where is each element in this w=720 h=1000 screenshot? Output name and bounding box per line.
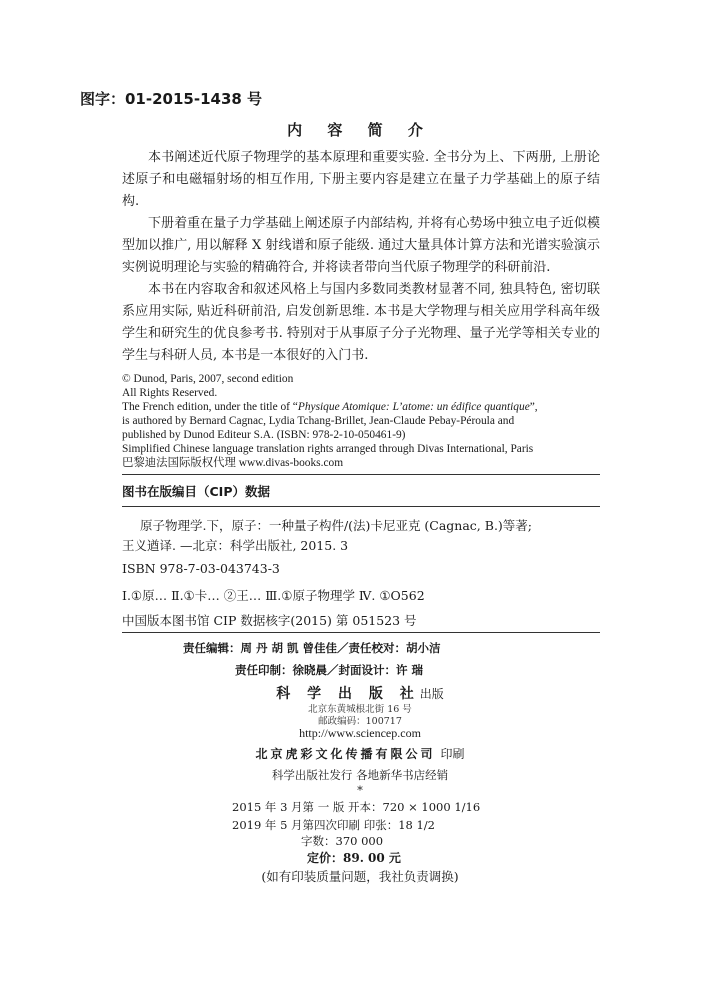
divider	[122, 474, 600, 475]
publisher-name: 科 学 出 版 社出版	[276, 686, 444, 702]
cip-classification: Ⅰ.①原… Ⅱ.①卡… ②王… Ⅲ.①原子物理学 Ⅳ. ①O562	[122, 588, 425, 603]
cip-heading: 图书在版编目（CIP）数据	[122, 484, 270, 499]
copyright-line: 巴黎迪法国际版权代理 www.divas-books.com	[122, 457, 344, 469]
summary-paragraph: 下册着重在量子力学基础上阐述原子内部结构, 并将有心势场中独立电子近似模型加以推广, 用以解释 X 射线谱和原子能级. 通过大量具体计算方法和光谱实验演示实例说明理论与实验的精确符合, 并将读者带向当代原子物理学的科研前沿.	[122, 216, 600, 275]
publisher-address: 北京东黄城根北街 16 号	[308, 704, 412, 715]
printer: 北京虎彩文化传播有限公司 印刷	[255, 747, 465, 761]
divider	[122, 506, 600, 507]
registration-number: 图字：01-2015-1438 号	[80, 90, 263, 108]
summary-paragraph: 本书阐述近代原子物理学的基本原理和重要实验. 全书分为上、下两册, 上册论述原子和电磁辐射场的相互作用, 下册主要内容是建立在量子力学基础上的原子结构.	[122, 150, 600, 209]
edition-line: 2015 年 3 月第 一 版 开本：720 × 1000 1/16	[232, 800, 481, 814]
copyright-notice	[122, 372, 600, 470]
cip-isbn: ISBN 978-7-03-043743-3	[122, 561, 280, 576]
publisher-website: http://www.sciencep.com	[299, 726, 421, 740]
copyright-line: All Rights Reserved.	[122, 387, 218, 399]
copyright-line: is authored by Bernard Cagnac, Lydia Tchang-Brillet, Jean-Claude Pebay-Péroula and	[122, 415, 515, 427]
cip-library-number: 中国版本图书馆 CIP 数据核字(2015) 第 051523 号	[122, 613, 417, 628]
price: 定价：89. 00 元	[307, 851, 401, 865]
summary-title: 内 容 简 介	[287, 121, 433, 139]
divider	[122, 632, 600, 633]
production-line: 责任印制：徐晓晨／封面设计：许 瑞	[235, 663, 424, 677]
editors-line: 责任编辑：周 丹 胡 凯 曾佳佳／责任校对：胡小洁	[183, 641, 441, 655]
summary-text	[122, 147, 600, 367]
cip-title-line: 原子物理学.下，原子：一种量子构件/(法)卡尼亚克 (Cagnac, B.)等著;	[140, 518, 533, 533]
summary-paragraph: 本书在内容取舍和叙述风格上与国内多数同类教材显著不同, 独具特色, 密切联系应用实际, 贴近科研前沿, 启发创新思维. 本书是大学物理与相关应用学科高年级学生和研究生的优良参考书. 特别对于从事原子分子光物理、量子光学等相关专业的学生与科研人员, 本书是一本很好的入门书.	[122, 282, 600, 363]
copyright-line: The French edition, under the title of “Physique Atomique: L’atome: un édifice quantique”,	[122, 401, 538, 413]
quality-notice: (如有印装质量问题，我社负责调换)	[261, 869, 459, 884]
word-count: 字数：370 000	[301, 834, 384, 848]
distribution: 科学出版社发行 各地新华书店经销	[271, 768, 449, 782]
printing-line: 2019 年 5 月第四次印刷 印张：18 1/2	[232, 818, 436, 832]
separator-star: *	[357, 783, 363, 797]
copyright-line: Simplified Chinese language translation rights arranged through Divas International, Paris	[122, 443, 534, 455]
publisher-postcode: 邮政编码：100717	[318, 716, 402, 727]
cip-title-line: 王义遒译. —北京：科学出版社, 2015. 3	[122, 538, 349, 553]
copyright-line: © Dunod, Paris, 2007, second edition	[122, 373, 294, 385]
copyright-line: published by Dunod Editeur S.A. (ISBN: 978-2-10-050461-9)	[122, 429, 406, 441]
